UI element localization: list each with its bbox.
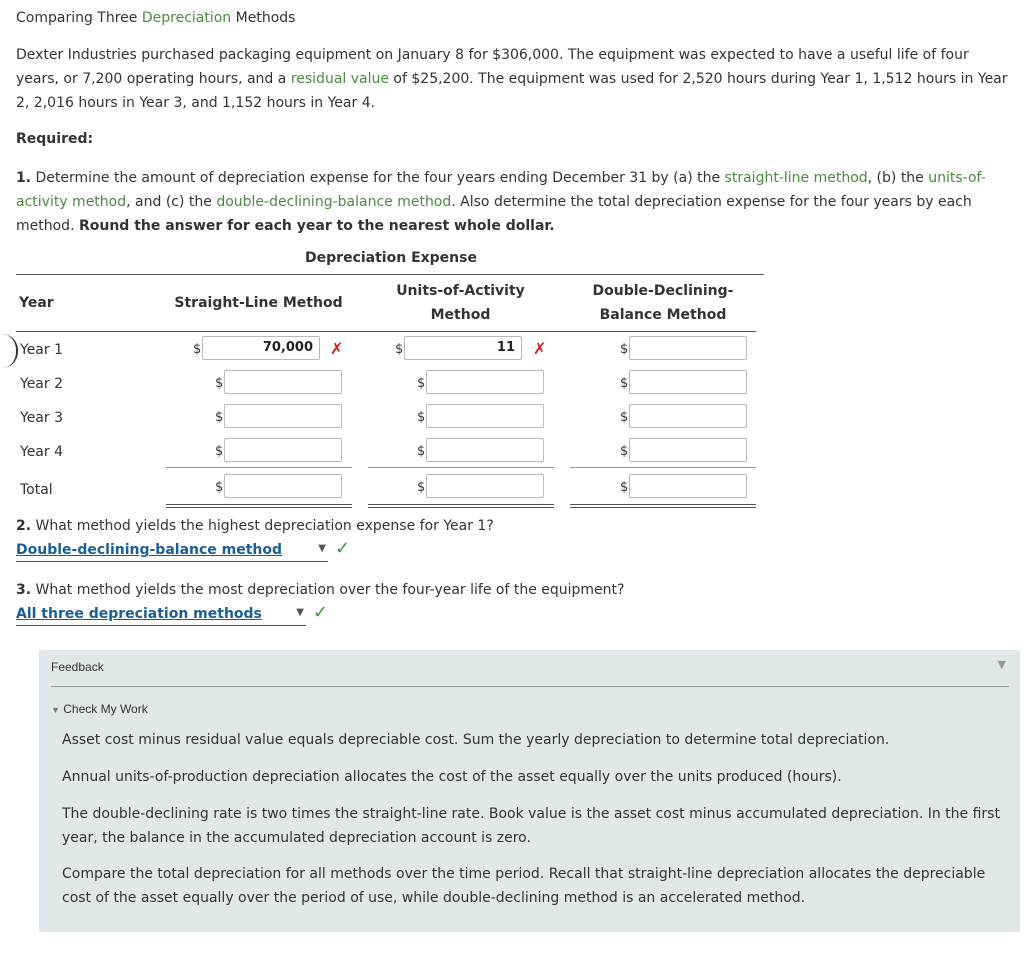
depreciation-glossary-link[interactable]: Depreciation [141, 10, 232, 26]
currency-sign: $ [417, 480, 426, 495]
title-text-end: Methods [231, 10, 296, 26]
depreciation-table [16, 246, 766, 516]
question-3-text: What method yields the most depreciation over the four-year life of the equipment? [31, 582, 625, 598]
caption-rule [16, 274, 764, 275]
double-rule [570, 504, 756, 505]
feedback-paragraph-3: The double-declining rate is two times the straight-line rate. Book value is the asset cost minus accumulated depreciation. In the first year, the balance in the accumulated depreciation account is zero. [62, 806, 1000, 846]
sl-year-4-input[interactable] [224, 438, 342, 462]
question-1-number: 1. [16, 170, 32, 186]
header-straight-line: Straight-Line Method [174, 295, 343, 311]
incorrect-icon: ✗ [533, 339, 547, 358]
ua-year-2-input[interactable] [426, 370, 544, 394]
correct-check-icon: ✓ [313, 602, 329, 623]
dropdown-caret-icon: ▼ [296, 607, 304, 618]
question-2 [16, 518, 494, 534]
currency-sign: $ [417, 410, 426, 425]
sl-year-1-input[interactable]: 70,000 [202, 336, 320, 360]
question-2-text: What method yields the highest depreciation expense for Year 1? [31, 518, 494, 534]
header-year: Year [19, 295, 54, 311]
currency-sign: $ [395, 342, 404, 357]
total-rule [368, 467, 554, 468]
double-rule [368, 507, 554, 508]
question-2-select[interactable] [16, 541, 328, 562]
total-rule [166, 467, 352, 468]
row-label-total: Total [20, 482, 53, 498]
currency-sign: $ [620, 444, 629, 459]
currency-sign: $ [620, 342, 629, 357]
question-3-selected-value: All three depreciation methods [16, 606, 262, 622]
double-rule [570, 507, 756, 508]
sl-year-2-input[interactable] [224, 370, 342, 394]
collapse-toggle-icon[interactable]: ▼ [997, 658, 1006, 671]
question-1 [16, 166, 1011, 238]
header-rule [16, 331, 756, 332]
ua-total-input[interactable] [426, 474, 544, 498]
question-2-selected-value: Double-declining-balance method [16, 542, 283, 558]
row-label-year-3: Year 3 [20, 410, 63, 426]
feedback-divider [51, 686, 1009, 687]
double-rule [166, 507, 352, 508]
question-3-number: 3. [16, 582, 32, 598]
title-text: Comparing Three [16, 10, 142, 26]
table-caption: Depreciation Expense [305, 250, 477, 266]
currency-sign: $ [620, 480, 629, 495]
question-1-text: , and (c) the [126, 194, 217, 210]
question-1-text: Determine the amount of depreciation expense for the four years ending December 31 by (a) the [31, 170, 725, 186]
rounding-instruction: Round the answer for each year to the nearest whole dollar. [78, 218, 555, 234]
ddb-year-1-input[interactable] [629, 336, 747, 360]
ddb-year-4-input[interactable] [629, 438, 747, 462]
intro-text-end: of $25,200. The equipment was used for 2,520 hours during Year 1, 1,512 hours in Year 2, 2,016 hours in Year 3, and 1,152 hours in Year 4. [16, 71, 1008, 111]
header-ddb-1: Double-Declining- [592, 283, 734, 299]
total-rule [570, 467, 756, 468]
currency-sign: $ [417, 444, 426, 459]
double-rule [368, 504, 554, 505]
ua-year-3-input[interactable] [426, 404, 544, 428]
currency-sign: $ [215, 480, 224, 495]
residual-value-link[interactable]: residual value [290, 71, 389, 87]
currency-sign: $ [620, 410, 629, 425]
currency-sign: $ [215, 376, 224, 391]
ddb-year-3-input[interactable] [629, 404, 747, 428]
check-my-work-toggle[interactable] [51, 702, 148, 716]
feedback-panel [39, 650, 1020, 932]
units-of-activity-link[interactable]: units-of-activity method [16, 170, 986, 210]
required-heading: Required: [16, 131, 94, 147]
ddb-total-input[interactable] [629, 474, 747, 498]
currency-sign: $ [215, 410, 224, 425]
currency-sign: $ [193, 342, 202, 357]
feedback-title: Feedback [51, 660, 104, 674]
currency-sign: $ [215, 444, 224, 459]
row-label-year-1: Year 1 [20, 342, 63, 358]
ua-year-4-input[interactable] [426, 438, 544, 462]
intro-text: Dexter Industries purchased packaging equipment on January 8 for $306,000. The equipment was expected to have a useful life of four years, or 7,200 operating hours, and a [16, 47, 969, 87]
ddb-year-2-input[interactable] [629, 370, 747, 394]
question-3 [16, 582, 624, 598]
double-declining-link[interactable]: double-declining-balance method [216, 194, 452, 210]
row-label-year-4: Year 4 [20, 444, 63, 460]
question-3-select[interactable] [16, 605, 306, 626]
question-1-text: . Also determine the total depreciation expense for the four years by each method. [16, 194, 972, 234]
question-2-number: 2. [16, 518, 32, 534]
currency-sign: $ [620, 376, 629, 391]
check-my-work-label: Check My Work [63, 702, 148, 716]
feedback-paragraph-4: Compare the total depreciation for all methods over the time period. Recall that straight-line depreciation allocates the depreciable cost of the asset equally over the period of use, while double-declining method is an accelerated method. [62, 866, 986, 906]
double-rule [166, 504, 352, 505]
dropdown-caret-icon: ▼ [318, 543, 326, 554]
sl-year-3-input[interactable] [224, 404, 342, 428]
header-units-of-activity-1: Units-of-Activity [396, 283, 525, 299]
incorrect-icon: ✗ [330, 339, 344, 358]
page-title [16, 10, 295, 26]
ua-year-1-input[interactable]: 11 [404, 336, 522, 360]
sl-total-input[interactable] [224, 474, 342, 498]
correct-check-icon: ✓ [335, 538, 351, 559]
straight-line-link[interactable]: straight-line method [724, 170, 868, 186]
row-label-year-2: Year 2 [20, 376, 63, 392]
currency-sign: $ [417, 376, 426, 391]
problem-statement [16, 43, 1011, 115]
question-1-text: , (b) the [867, 170, 929, 186]
feedback-paragraph-2: Annual units-of-production depreciation allocates the cost of the asset equally over the units produced (hours). [62, 769, 842, 785]
header-units-of-activity-2: Method [430, 307, 491, 323]
feedback-paragraph-1: Asset cost minus residual value equals depreciable cost. Sum the yearly depreciation to determine total depreciation. [62, 732, 890, 748]
expand-triangle-icon: ▼ [51, 705, 60, 715]
header-ddb-2: Balance Method [599, 307, 727, 323]
